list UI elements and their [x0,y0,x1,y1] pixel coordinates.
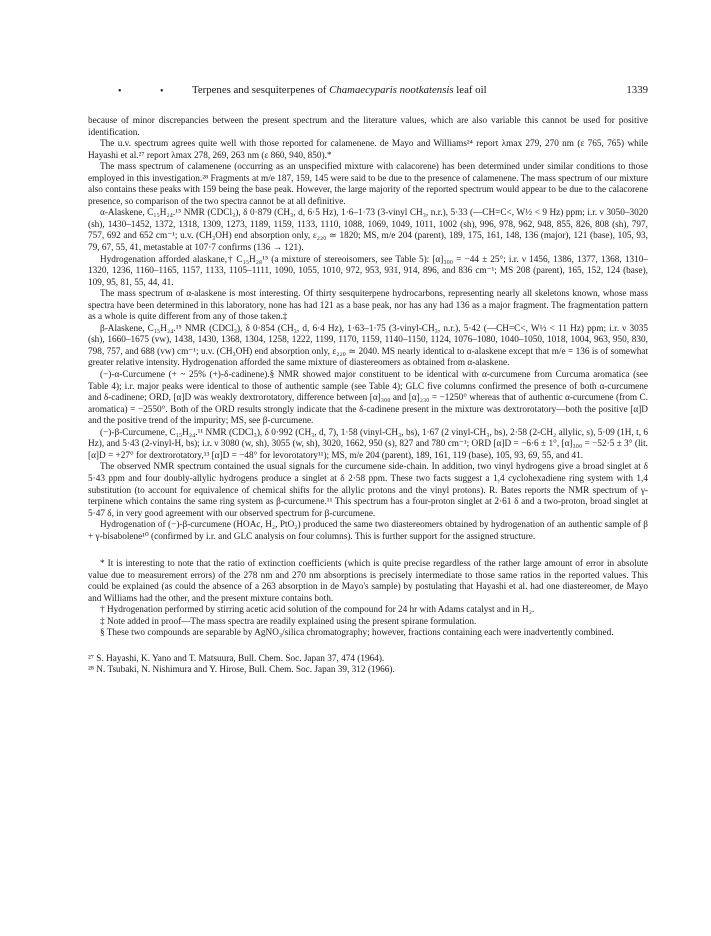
body-text [88,116,648,543]
journal-page [88,84,648,677]
reference-28: ²⁸ N. Tsubaki, N. Nishimura and Y. Hirose, Bull. Chem. Soc. Japan 39, 312 (1966). [88,665,395,676]
page-number: 1339 [626,84,648,96]
footnote-double-dagger: ‡ Note added in proof—The mass spectra are readily explained using the present spirane formulation. [100,616,477,627]
footnote-dagger: † Hydrogenation performed by stirring acetic acid solution of the compound for 24 hr with Adams catalyst and in H₂. [100,605,535,616]
paragraph-beta-curcumene: (−)-β-Curcumene, C₁₅H₂₄.¹¹ NMR (CDCl₃), δ 0·992 (CH₃, d, 7), 1·58 (vinyl-CH₃, bs), 1·67 (2 vinyl-CH₃, bs), 2·58 (2-CH₂ allylic, s), 5·09 (1H, t, 6 Hz), and 5·43 (2-vinyl-H, bs); i.r. ν 3080 (w, sh), 3055 (w, sh), 3020, 1662, 950 (s), 827 and 780 cm⁻¹; ORD [α]D = −6·6 ± 1°, [α]₃₀₀ = −52·5 ± 3° (lit. [α]D = +27° for dextrorotatory,¹³ [α]D = −48° for levorotatory¹¹); MS, m/e 204 (parent), 189, 161, 119 (base), 105, 93, 69, 55, and 41. [88,427,648,461]
running-title-species: Chamaecyparis nootkatensis [329,84,454,96]
paragraph-continuation: because of minor discrepancies between the present spectrum and the literature values, which are also variable this cannot be used for positive identification. [88,116,648,138]
footnote-asterisk: * It is interesting to note that the ratio of extinction coefficients (which is quite precise regardless of the rather large amount of error in absolute value due to measurement errors) of the 278 nm and 270 nm absorptions is precisely intermediate to those same ratios in the reported values. This could be explained (as could the absence of a 263 absorption in de Mayo's sample) by postulating that Hayashi et al. had one diastereomer, de Mayo and Williams had the other, and the present mixture contains both. [88,559,648,604]
reference-27: ²⁷ S. Hayashi, K. Yano and T. Matsuura, Bull. Chem. Soc. Japan 37, 474 (1964). [88,653,385,664]
running-title-suffix: leaf oil [453,84,487,96]
running-title [192,84,487,96]
paragraph-hydrogenation-alaskane: Hydrogenation afforded alaskane,† C₁₅H₂₈¹⁵ (a mixture of stereoisomers, see Table 5): [α]₃₀₀ = −44 ± 25°; i.r. ν 1456, 1386, 1377, 1368, 1310–1320, 1236, 1160–1165, 1157, 1133, 1105–1111, 1090, 1055, 1010, 972, 953, 931, 914, 896, and 836 cm⁻¹; MS 208 (parent), 165, 152, 124 (base), 109, 95, 81, 55, 44, 41. [88,254,648,288]
paragraph-nmr-observation: The observed NMR spectrum contained the usual signals for the curcumene side-chain. In addition, two vinyl hydrogens give a broad singlet at δ 5·43 ppm and four doubly-allylic hydrogens produce a singlet at δ 2·58 ppm. These two facts suggest a 1,4 cyclohexadiene ring system with 1,4 substitution (to account for equivalence of chemical shifts for the allylic protons and the vinyl protons). R. Bates reports the NMR spectrum of γ-terpinene which contains the same ring system as β-curcumene.¹¹ This spectrum has a four-proton singlet at 2·61 δ and a two-proton, broad singlet at 5·47 δ, in very good agreement with our observed spectrum for β-curcumene. [88,462,648,519]
header-dots: • • [118,86,182,97]
paragraph-hydrogenation-curcumene: Hydrogenation of (−)-β-curcumene (HOAc, H₂, PtO₂) produced the same two diastereomers obtained by hydrogenation of an authentic sample of β + γ-bisabolene¹⁰ (confirmed by i.r. and GLC analysis on four columns). This is further support for the assigned structure. [88,520,648,542]
references [88,654,648,677]
footnotes [88,559,648,640]
paragraph-alaskene-mass-spectrum: The mass spectrum of α-alaskene is most interesting. Of thirty sesquiterpene hydrocarbons, representing nearly all skeletons known, whose mass spectra have been determined in this laboratory, none has had 121 as a base peak, nor has any had 136 as a major fragment. The fragmentation pattern as a whole is quite different from any of those taken.‡ [88,289,648,323]
paragraph-beta-alaskene: β-Alaskene, C₁₅H₂₄.¹⁵ NMR (CDCl₃), δ 0·854 (CH₃, d, 6·4 Hz), 1·63–1·75 (3-vinyl-CH₃, n.r.), 5·42 (—CH=C<, W½ < 11 Hz) ppm; i.r. ν 3035 (sh), 1660–1675 (vw), 1438, 1430, 1368, 1304, 1258, 1222, 1199, 1170, 1159, 1140–1150, 1124, 1076–1080, 1040–1050, 1018, 1004, 963, 950, 830, 798, 757, and 688 (vw) cm⁻¹; u.v. (CH₃OH) end absorption only, ε₂₂₀ ≃ 2040. MS nearly identical to α-alaskene except that m/e = 136 is of somewhat greater relative intensity. Hydrogenation afforded the same mixture of diastereomers as obtained from α-alaskene. [88,323,648,369]
paragraph-alpha-alaskene: α-Alaskene, C₁₅H₂₄.¹⁵ NMR (CDCl₃), δ 0·879 (CH₃, d, 6·5 Hz), 1·6–1·73 (3-vinyl CH₃, n.r.), 5·33 (—CH=C<, W½ < 9 Hz) ppm; i.r. ν 3050–3020 (sh), 1430–1452, 1372, 1318, 1309, 1273, 1189, 1159, 1133, 1110, 1088, 1069, 1049, 1011, 1002 (sh), 996, 978, 962, 948, 855, 826, 808 (sh), 797, 757, 692 and 652 cm⁻¹; u.v. (CH₃OH) end absorption only, ε₂₂₀ ≃ 1820; MS, m/e 204 (parent), 189, 175, 161, 148, 136 (major), 121 (base), 105, 93, 79, 67, 55, 41, metastable at 107·7 confirms (136 → 121). [88,208,648,254]
footnote-section: § These two compounds are separable by AgNO₃/silica chromatography; however, fractions containing each were inadvertently combined. [100,628,614,639]
running-title-prefix: Terpenes and sesquiterpenes of [192,84,330,96]
paragraph-mass-spectrum-calamenene: The mass spectrum of calamenene (occurring as an unspecified mixture with calacorene) has been determined under similar conditions to those employed in this investigation.²⁸ Fragments at m/e 187, 159, 145 were said to be due to the presence of calamenene. The mass spectrum of our mixture also contains these peaks with 159 being the base peak. However, the large majority of the reported spectrum would appear to be due to the calacorene presence, so comparison of the two spectra cannot be at all definitive. [88,162,648,207]
paragraph-uv-spectrum: The u.v. spectrum agrees quite well with those reported for calamenene. de Mayo and Williams²⁴ report λmax 279, 270 nm (ε 765, 765) while Hayashi et al.²⁷ report λmax 278, 269, 263 nm (ε 860, 940, 850).* [88,139,648,161]
paragraph-alpha-curcumene: (−)-α-Curcumene (+ ~ 25% (+)-δ-cadinene).§ NMR showed major constituent to be identical with α-curcumene from Curcuma aromatica (see Table 4); i.r. major peaks were identical to those of authentic sample (see Table 4); GLC five columns confirmed the presence of both α-curcumene and δ-cadinene; ORD, [α]D was weakly dextrorotatory, difference between [α]₃₀₀ and [α]₂₃₀ = −1250° whereas that of authentic α-curcumene (from C. aromatica) = −2550°. Both of the ORD results strongly indicate that the δ-cadinene present in the mixture was dextrorotatory—both the positive [α]D and the positive trend of the impurity; MS, see β-curcumene. [88,370,648,427]
running-header [88,84,648,102]
